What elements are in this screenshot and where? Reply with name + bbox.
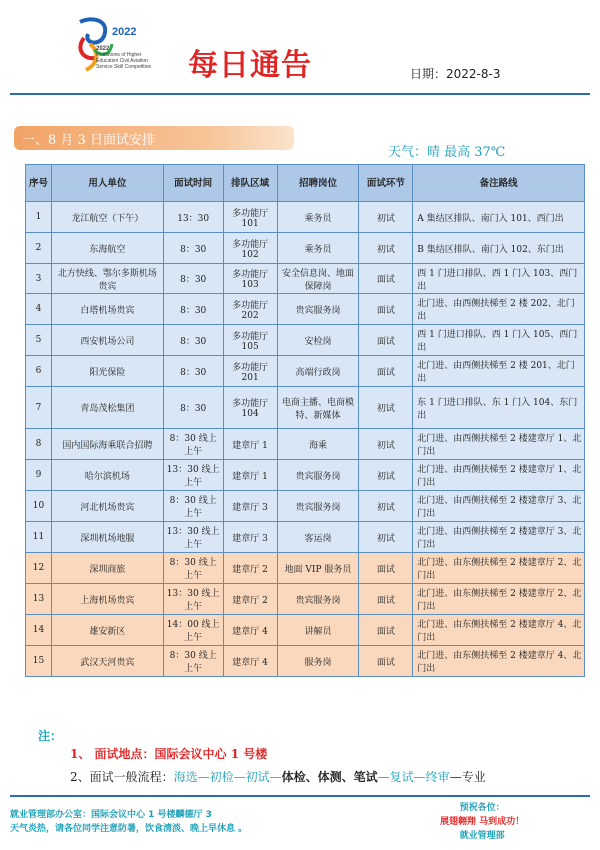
logo-sub-year: 2022 [96, 46, 110, 52]
cell-route: 北门进、由西侧扶梯至 2 楼建章厅 3、北门出 [413, 491, 585, 522]
cell-no: 13 [26, 584, 52, 615]
cell-post: 地面 VIP 服务员 [277, 553, 359, 584]
cell-stage: 面试 [359, 325, 413, 356]
cell-company: 阳光保险 [51, 356, 163, 387]
cell-post: 贵宾服务岗 [277, 294, 359, 325]
notes-label: 注： [38, 729, 63, 743]
cell-route: 北门进、由东侧扶梯至 2 楼建章厅 4、北门出 [413, 646, 585, 677]
cell-route: 西 1 门进口排队、西 1 门入 105、西门出 [413, 325, 585, 356]
cell-area: 建章厅 4 [223, 646, 277, 677]
cell-route: 西 1 门进口排队、西 1 门入 103、西门出 [413, 264, 585, 294]
cell-no: 9 [26, 460, 52, 491]
cell-post: 讲解员 [277, 615, 359, 646]
cell-company: 东海航空 [51, 233, 163, 264]
cell-company: 河北机场贵宾 [51, 491, 163, 522]
cell-stage: 面试 [359, 264, 413, 294]
cell-post: 海乘 [277, 429, 359, 460]
cell-stage: 面试 [359, 646, 413, 677]
cell-company: 上海机场贵宾 [51, 584, 163, 615]
date-label: 日期： [410, 67, 447, 81]
cell-route: 北门进、由西侧扶梯至 2 楼 201、北门出 [413, 356, 585, 387]
cell-time: 8：30 [163, 325, 223, 356]
cell-stage: 面试 [359, 294, 413, 325]
cell-company: 北方快线、鄂尔多斯机场贵宾 [51, 264, 163, 294]
table-row [26, 646, 585, 677]
note-location: 1、 面试地点：国际会议中心 1 号楼 [70, 747, 268, 761]
cell-time: 13：30 线上上午 [163, 522, 223, 553]
cell-area: 多功能厅 202 [223, 294, 277, 325]
page-title: 每日通告 [188, 48, 312, 83]
cell-area: 建章厅 2 [223, 553, 277, 584]
cell-no: 3 [26, 264, 52, 294]
cell-area: 多功能厅 105 [223, 325, 277, 356]
cell-time: 8：30 [163, 294, 223, 325]
cell-stage: 面试 [359, 584, 413, 615]
cell-route: 北门进、由西侧扶梯至 2 楼建章厅 1、北门出 [413, 460, 585, 491]
cell-no: 1 [26, 202, 52, 233]
wish-line-1: 预祝各位： [459, 803, 505, 813]
cell-stage: 初试 [359, 491, 413, 522]
flow-segment: —专业 [449, 770, 486, 784]
logo-subtitle [96, 46, 164, 70]
cell-stage: 初试 [359, 387, 413, 429]
process-flow [174, 770, 486, 784]
cell-area: 多功能厅 201 [223, 356, 277, 387]
header-no: 序号 [26, 165, 52, 202]
flow-segment: 海选—初检—初试— [173, 770, 282, 784]
cell-stage: 初试 [359, 460, 413, 491]
cell-company: 哈尔滨机场 [51, 460, 163, 491]
cell-route: 北门进、由东侧扶梯至 2 楼建章厅 2、北门出 [413, 584, 585, 615]
cell-post: 高端行政岗 [277, 356, 359, 387]
cell-no: 12 [26, 553, 52, 584]
table-row [26, 460, 585, 491]
interview-schedule-table [25, 164, 585, 677]
cell-time: 8：30 [163, 356, 223, 387]
cell-company: 白塔机场贵宾 [51, 294, 163, 325]
cell-route: 东 1 门进口排队、东 1 门入 104、东门出 [413, 387, 585, 429]
note-process-prefix: 2、面试一般流程： [70, 770, 174, 784]
cell-post: 客运岗 [277, 522, 359, 553]
cell-no: 8 [26, 429, 52, 460]
cell-company: 雄安新区 [51, 615, 163, 646]
table-row [26, 429, 585, 460]
cell-stage: 初试 [359, 233, 413, 264]
cell-area: 多功能厅 104 [223, 387, 277, 429]
cell-post: 安全信息岗、地面保障岗 [277, 264, 359, 294]
cell-stage: 初试 [359, 202, 413, 233]
cell-stage: 面试 [359, 553, 413, 584]
bottom-divider [10, 795, 590, 797]
cell-area: 建章厅 2 [223, 584, 277, 615]
table-row [26, 387, 585, 429]
cell-time: 8：30 [163, 387, 223, 429]
cell-stage: 初试 [359, 429, 413, 460]
cell-post: 服务岗 [277, 646, 359, 677]
cell-route: 北门进、由西侧扶梯至 2 楼 202、北门出 [413, 294, 585, 325]
cell-stage: 面试 [359, 615, 413, 646]
cell-stage: 面试 [359, 356, 413, 387]
office-address: 就业管理部办公室：国际会议中心 1 号楼麟德厅 3 [10, 810, 212, 820]
table-row [26, 584, 585, 615]
cell-area: 多功能厅 103 [223, 264, 277, 294]
logo-year: 2022 [112, 26, 137, 38]
cell-company: 龙江航空（下午） [51, 202, 163, 233]
cell-company: 深圳机场地服 [51, 522, 163, 553]
cell-route: 北门进、由西侧扶梯至 2 楼建章厅 1、北门出 [413, 429, 585, 460]
top-divider [10, 93, 590, 95]
table-row [26, 202, 585, 233]
cell-time: 13：30 线上上午 [163, 460, 223, 491]
header-route: 备注路线 [413, 165, 585, 202]
table-row [26, 553, 585, 584]
table-row [26, 233, 585, 264]
table-row [26, 491, 585, 522]
wish-signature: 就业管理部 [459, 831, 505, 841]
cell-post: 贵宾服务岗 [277, 460, 359, 491]
header-post: 招聘岗位 [277, 165, 359, 202]
header-time: 面试时间 [163, 165, 223, 202]
cell-no: 11 [26, 522, 52, 553]
cell-area: 建章厅 4 [223, 615, 277, 646]
cell-area: 建章厅 3 [223, 491, 277, 522]
cell-company: 青岛茂松集团 [51, 387, 163, 429]
cell-area: 建章厅 3 [223, 522, 277, 553]
cell-time: 8：30 [163, 233, 223, 264]
cell-route: 北门进、由东侧扶梯至 2 楼建章厅 2、北门出 [413, 553, 585, 584]
cell-time: 8：30 线上上午 [163, 491, 223, 522]
cell-route: B 集结区排队、南门入 102、东门出 [413, 233, 585, 264]
note-process [70, 768, 486, 785]
table-row [26, 615, 585, 646]
cell-post: 安检岗 [277, 325, 359, 356]
cell-route: 北门进、由东侧扶梯至 2 楼建章厅 4、北门出 [413, 615, 585, 646]
cell-no: 4 [26, 294, 52, 325]
section-banner-text: 一、8 月 3 日面试安排 [22, 133, 155, 148]
cell-post: 电商主播、电商模特、新媒体 [277, 387, 359, 429]
weather: 天气：晴 最高 37℃ [388, 145, 506, 160]
cell-no: 7 [26, 387, 52, 429]
cell-route: A 集结区排队、南门入 101、西门出 [413, 202, 585, 233]
cell-no: 5 [26, 325, 52, 356]
table-row [26, 522, 585, 553]
cell-post: 乘务员 [277, 233, 359, 264]
table-row [26, 264, 585, 294]
cell-company: 武汉天河贵宾 [51, 646, 163, 677]
cell-time: 13：30 [163, 202, 223, 233]
flow-segment: 体检、体测、笔试 [281, 770, 378, 784]
cell-post: 贵宾服务岗 [277, 491, 359, 522]
cell-time: 8：30 线上上午 [163, 646, 223, 677]
header-company: 用人单位 [51, 165, 163, 202]
flow-segment: —复试—终审 [377, 770, 450, 784]
cell-stage: 初试 [359, 522, 413, 553]
cell-time: 8：30 线上上午 [163, 553, 223, 584]
date [410, 65, 500, 82]
header-stage: 面试环节 [359, 165, 413, 202]
cell-area: 建章厅 1 [223, 429, 277, 460]
footer-office [10, 808, 247, 836]
table-row [26, 325, 585, 356]
cell-time: 8：30 线上上午 [163, 429, 223, 460]
cell-area: 多功能厅 102 [223, 233, 277, 264]
cell-time: 8：30 [163, 264, 223, 294]
cell-company: 国内国际海乘联合招聘 [51, 429, 163, 460]
cell-time: 13：30 线上上午 [163, 584, 223, 615]
cell-no: 10 [26, 491, 52, 522]
table-row [26, 356, 585, 387]
footer-wish [440, 801, 524, 843]
cell-no: 2 [26, 233, 52, 264]
cell-company: 西安机场公司 [51, 325, 163, 356]
logo-subtitle-text: Institutions of Higher Education Civil Aviation Service Skill Competition [96, 52, 152, 70]
table-row [26, 294, 585, 325]
cell-area: 建章厅 1 [223, 460, 277, 491]
cell-area: 多功能厅 101 [223, 202, 277, 233]
cell-no: 6 [26, 356, 52, 387]
cell-post: 乘务员 [277, 202, 359, 233]
cell-route: 北门进、由西侧扶梯至 2 楼建章厅 3、北门出 [413, 522, 585, 553]
cell-post: 贵宾服务岗 [277, 584, 359, 615]
wish-line-2: 展翅翱翔 马到成功！ [440, 817, 525, 827]
table-header-row [26, 165, 585, 202]
cell-no: 15 [26, 646, 52, 677]
cell-time: 14：00 线上上午 [163, 615, 223, 646]
cell-no: 14 [26, 615, 52, 646]
date-value: 2022-8-3 [446, 67, 501, 81]
heat-reminder: 天气炎热，请各位同学注意防暑，饮食清淡、晚上早休息 。 [10, 824, 248, 834]
cell-company: 深圳商旅 [51, 553, 163, 584]
header-area: 排队区域 [223, 165, 277, 202]
